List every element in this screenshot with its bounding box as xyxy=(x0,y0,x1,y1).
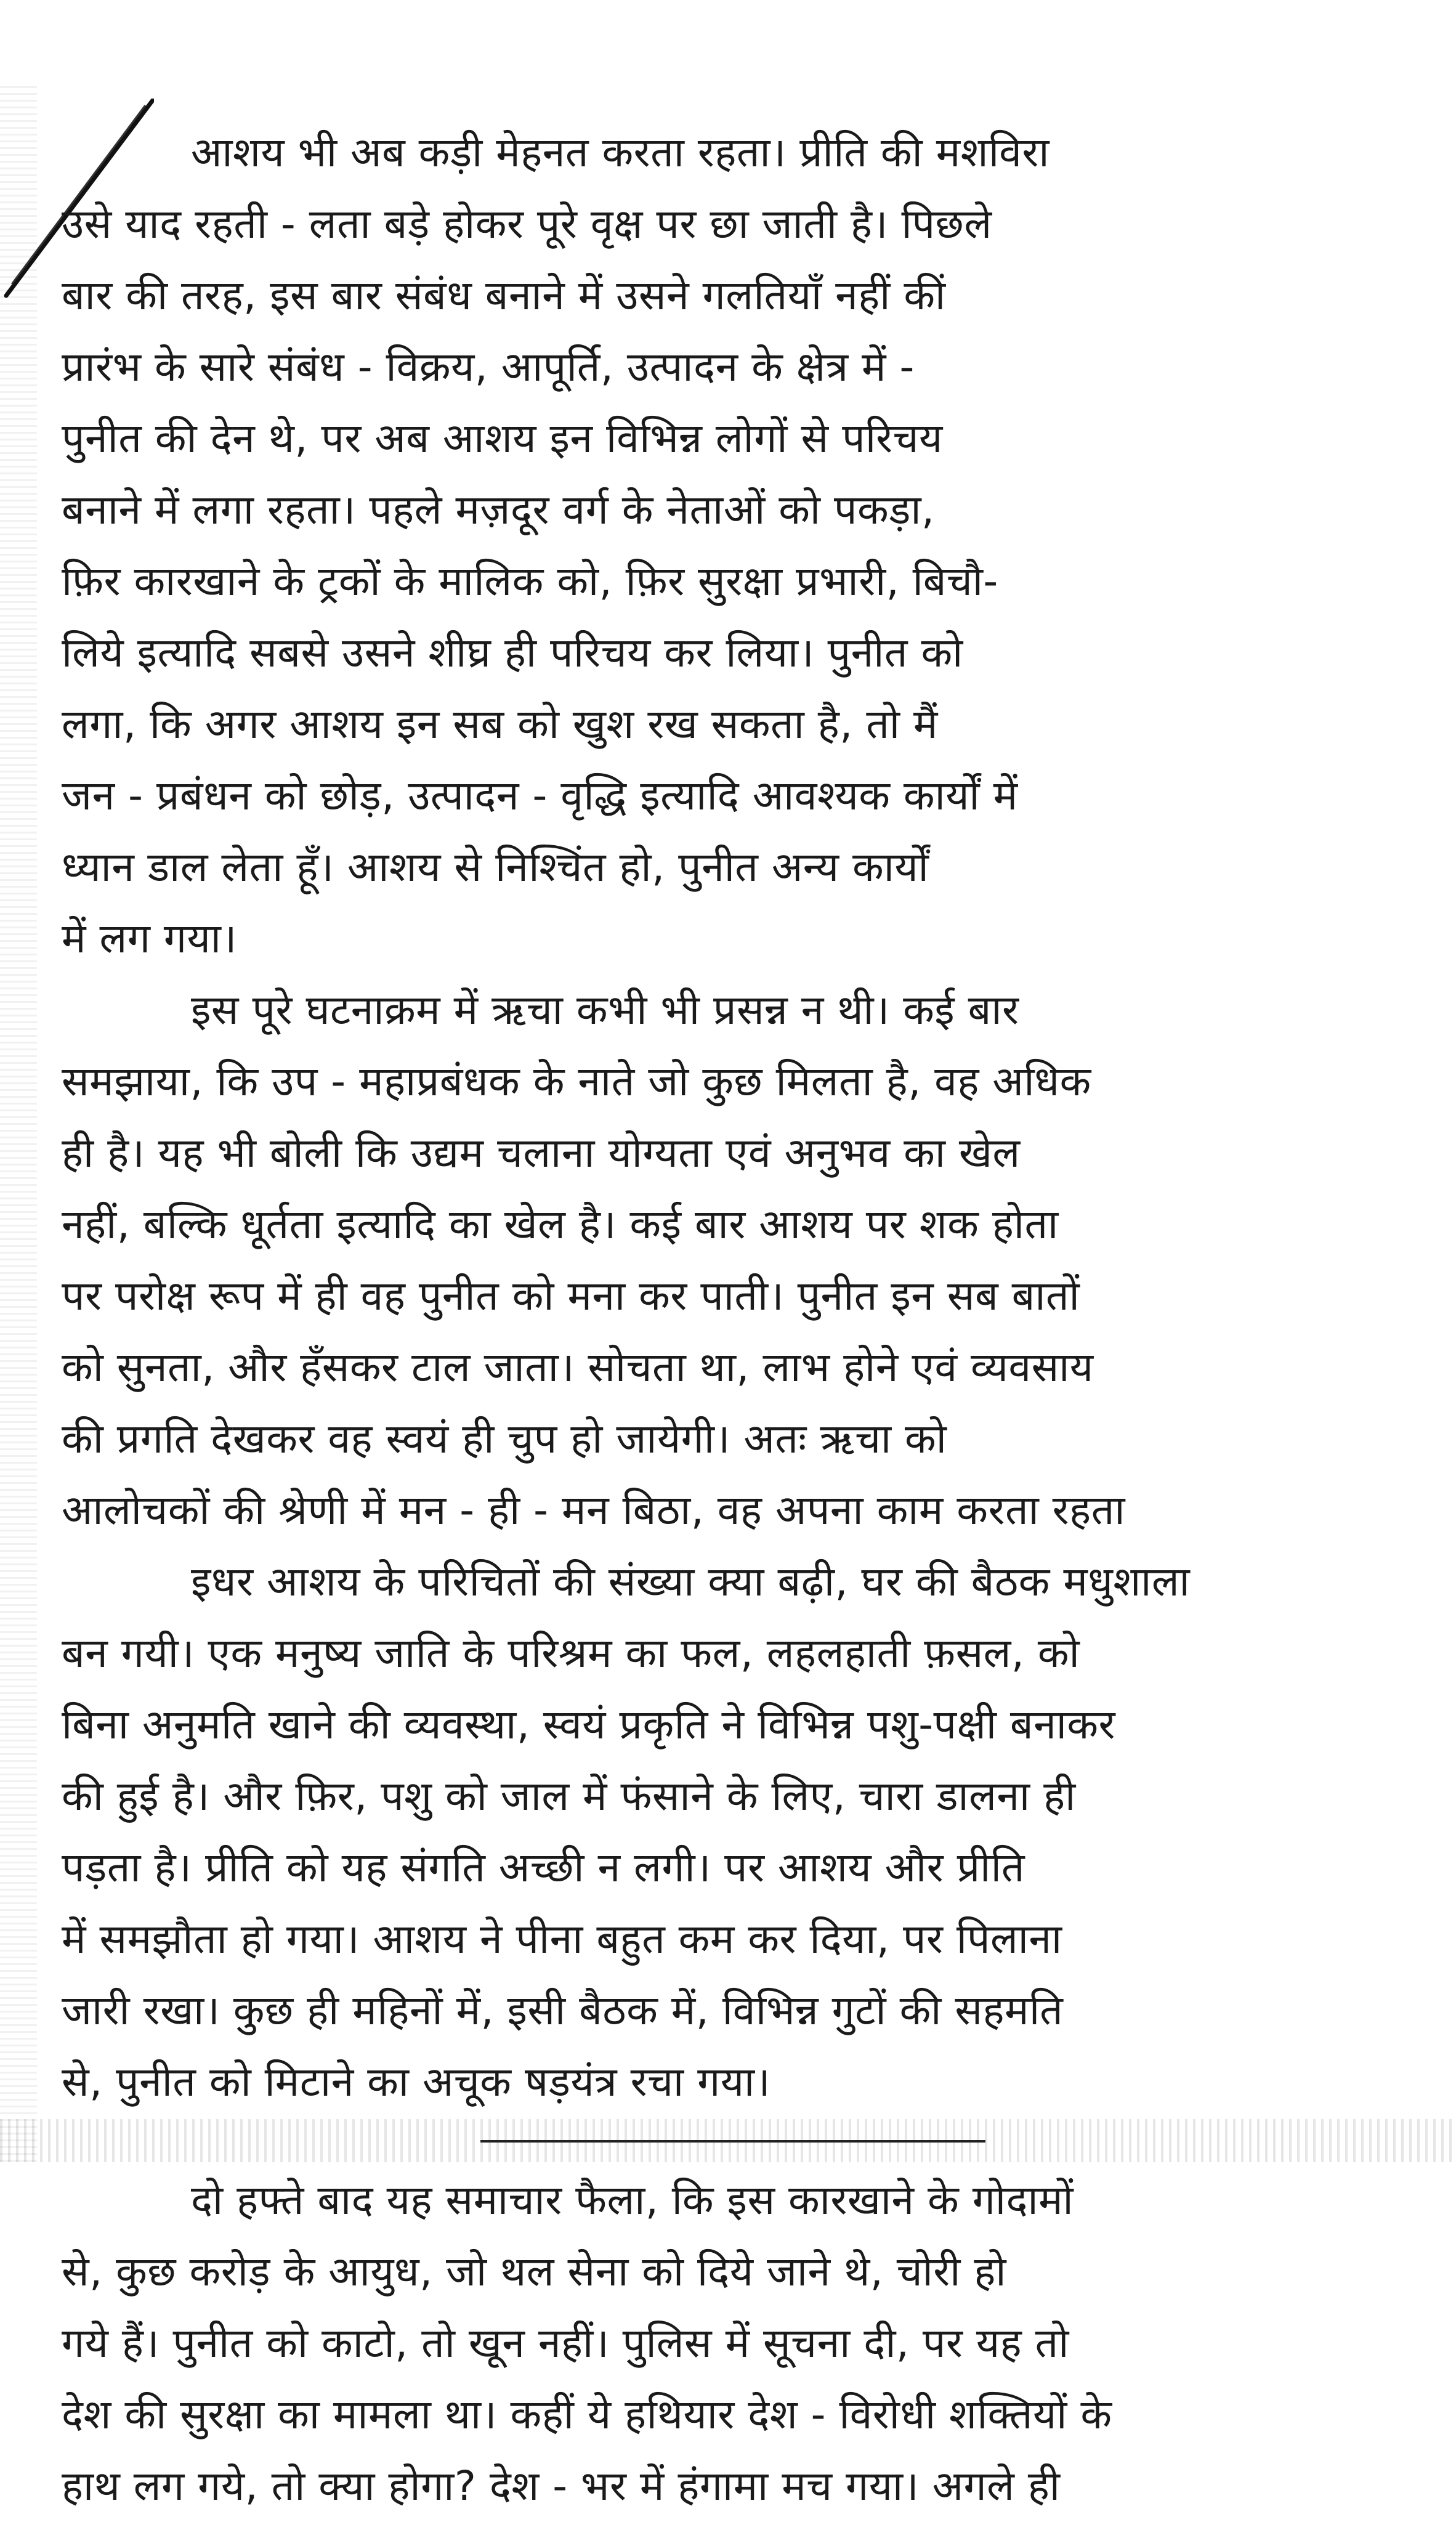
paragraph-3 xyxy=(62,1546,1429,2118)
text-line: फ़िर कारखाने के ट्रकों के मालिक को, फ़िर सुरक्षा प्रभारी, बिचौ- xyxy=(62,558,998,605)
text-line: जन - प्रबंधन को छोड़, उत्पादन - वृद्धि इत्यादि आवश्यक कार्यों में xyxy=(62,772,1018,819)
text-line: की हुई है। और फ़िर, पशु को जाल में फंसाने के लिए, चारा डालना ही xyxy=(62,1772,1076,1820)
text-line: नहीं, बल्कि धूर्तता इत्यादि का खेल है। कई बार आशय पर शक होता xyxy=(62,1201,1059,1248)
text-line: समझाया, कि उप - महाप्रबंधक के नाते जो कुछ मिलता है, वह अधिक xyxy=(62,1058,1091,1105)
text-line: से, पुनीत को मिटाने का अचूक षड़यंत्र रचा गया। xyxy=(62,2058,771,2106)
text-line: में लग गया। xyxy=(62,915,237,962)
text-line: ही है। यह भी बोली कि उद्यम चलाना योग्यता एवं अनुभव का खेल xyxy=(62,1129,1021,1177)
text-line: पर परोक्ष रूप में ही वह पुनीत को मना कर पाती। पुनीत इन सब बातों xyxy=(62,1272,1080,1320)
text-line: इधर आशय के परिचितों की संख्या क्या बढ़ी, घर की बैठक मधुशाला xyxy=(191,1558,1191,1605)
text-line: की प्रगति देखकर वह स्वयं ही चुप हो जायेगी। अतः ऋचा को xyxy=(62,1415,947,1462)
text-line: ध्यान डाल लेता हूँ। आशय से निश्चिंत हो, पुनीत अन्य कार्यों xyxy=(62,843,929,891)
paragraph-4 xyxy=(62,2165,1429,2522)
text-line: प्रारंभ के सारे संबंध - विक्रय, आपूर्ति, उत्पादन के क्षेत्र में - xyxy=(62,343,915,391)
text-line: बिना अनुमति खाने की व्यवस्था, स्वयं प्रकृति ने विभिन्न पशु-पक्षी बनाकर xyxy=(62,1701,1115,1748)
text-line: दो हफ्ते बाद यह समाचार फैला, कि इस कारखाने के गोदामों xyxy=(191,2176,1074,2224)
text-line: बनाने में लगा रहता। पहले मज़दूर वर्ग के नेताओं को पकड़ा, xyxy=(62,486,935,533)
text-line: को सुनता, और हँसकर टाल जाता। सोचता था, लाभ होने एवं व्यवसाय xyxy=(62,1344,1094,1391)
text-line: से, कुछ करोड़ के आयुध, जो थल सेना को दिये जाने थे, चोरी हो xyxy=(62,2248,1006,2295)
text-line: लिये इत्यादि सबसे उसने शीघ्र ही परिचय कर लिया। पुनीत को xyxy=(62,629,963,676)
text-line: में समझौता हो गया। आशय ने पीना बहुत कम कर दिया, पर पिलाना xyxy=(62,1915,1062,1963)
text-line: इस पूरे घटनाक्रम में ऋचा कभी भी प्रसन्न न थी। कई बार xyxy=(191,986,1019,1034)
text-line: पड़ता है। प्रीति को यह संगति अच्छी न लगी। पर आशय और प्रीति xyxy=(62,1844,1025,1891)
handwritten-page xyxy=(62,117,1429,2522)
text-line: उसे याद रहती - लता बड़े होकर पूरे वृक्ष पर छा जाती है। पिछले xyxy=(62,200,992,248)
text-line: आशय भी अब कड़ी मेहनत करता रहता। प्रीति की मशविरा xyxy=(191,129,1050,176)
paragraph-1 xyxy=(62,117,1429,975)
section-separator-rule xyxy=(480,2140,985,2143)
scan-edge-noise-left xyxy=(0,86,37,2162)
text-line: जारी रखा। कुछ ही महिनों में, इसी बैठक में, विभिन्न गुटों की सहमति xyxy=(62,1987,1064,2034)
text-line: लगा, कि अगर आशय इन सब को खुश रख सकता है, तो मैं xyxy=(62,700,938,748)
text-line: आलोचकों की श्रेणी में मन - ही - मन बिठा, वह अपना काम करता रहता xyxy=(62,1486,1125,1534)
text-line: गये हैं। पुनीत को काटो, तो खून नहीं। पुलिस में सूचना दी, पर यह तो xyxy=(62,2319,1069,2367)
text-line: देश की सुरक्षा का मामला था। कहीं ये हथियार देश - विरोधी शक्तियों के xyxy=(62,2391,1112,2438)
paragraph-2 xyxy=(62,975,1429,1546)
text-line: हाथ लग गये, तो क्या होगा? देश - भर में हंगामा मच गया। अगले ही xyxy=(62,2462,1061,2510)
text-line: पुनीत की देन थे, पर अब आशय इन विभिन्न लोगों से परिचय xyxy=(62,415,943,462)
text-line: बार की तरह, इस बार संबंध बनाने में उसने गलतियाँ नहीं कीं xyxy=(62,272,946,319)
text-line: बन गयी। एक मनुष्य जाति के परिश्रम का फल, लहलहाती फ़सल, को xyxy=(62,1629,1080,1677)
